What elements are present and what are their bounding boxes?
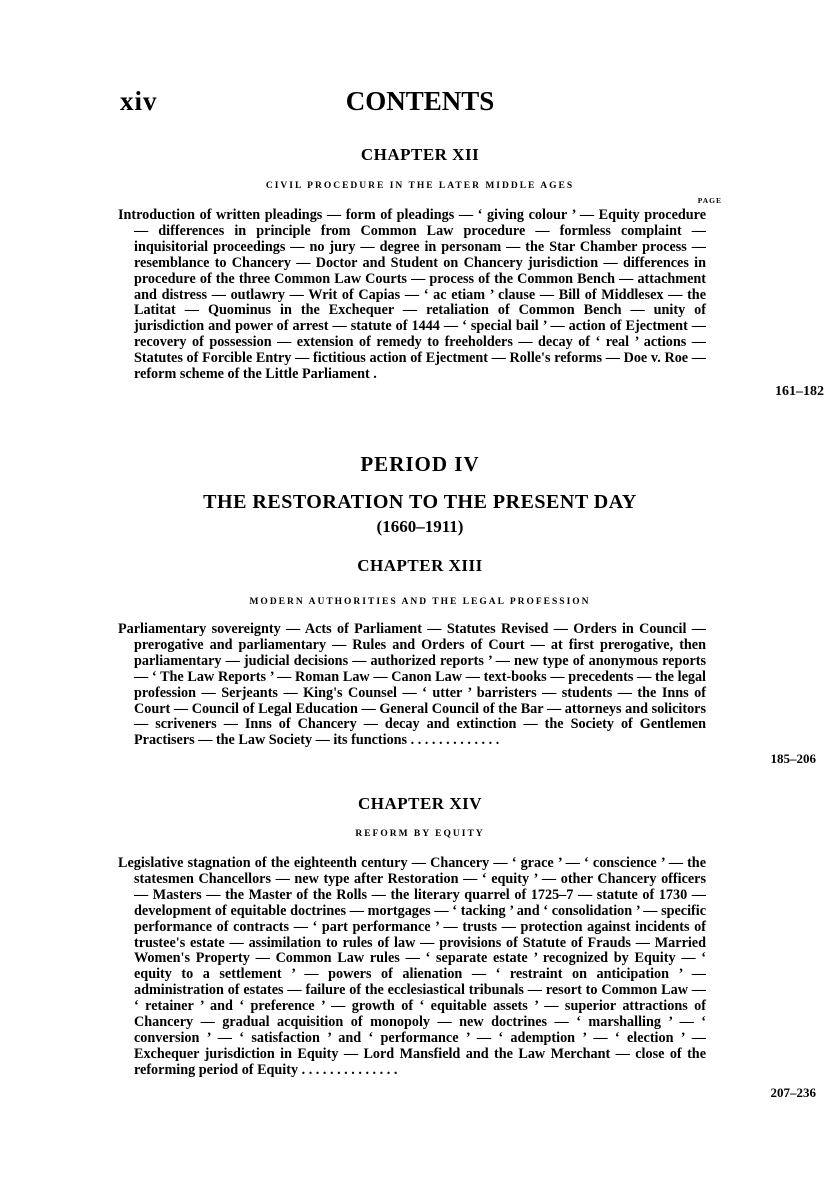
- chapter-14-summary: [118, 856, 706, 1079]
- chapter-14-pages: 207–236: [770, 1085, 816, 1100]
- running-head: CONTENTS: [345, 86, 495, 116]
- chapter-12-heading: CHAPTER XII: [360, 145, 480, 164]
- chapter-12-text: Introduction of written pleadings — form of pleadings — ‘ giving colour ’ — Equity procedure — differences in principle from Common Law procedure — formless complaint — inquisitorial proceedings — no jury — degree in personam — the Star Chamber process — resemblance to Chancery — Doctor and Student on Chancery jurisdiction — differences in procedure of the three Common Law Courts — process of the Common Bench — attachment and distress — outlawry — Writ of Capias — ‘ ac etiam ’ clause — Bill of Middlesex — the Latitat — Quominus in the Exchequer — retaliation of Common Bench — unity of jurisdiction and power of arrest — statute of 1444 — ‘ special bail ’ — action of Ejectment — recovery of possession — extension of remedy to freeholders — decay of ‘ real ’ actions — Statutes of Forcible Entry — fictitious action of Ejectment — Rolle's reforms — Doe v. Roe — reform scheme of the Little Parliament .: [118, 207, 706, 383]
- chapter-12-subtitle: CIVIL PROCEDURE IN THE LATER MIDDLE AGES: [265, 181, 575, 191]
- chapter-14-subtitle: REFORM BY EQUITY: [355, 829, 485, 839]
- chapter-12-summary: [118, 208, 706, 383]
- chapter-13-heading: CHAPTER XIII: [357, 556, 483, 575]
- period-title: PERIOD IV: [360, 452, 480, 476]
- chapter-14-heading: CHAPTER XIV: [357, 794, 483, 813]
- chapter-14-text: Legislative stagnation of the eighteenth century — Chancery — ‘ grace ’ — ‘ conscience ’ — the statesmen Chancellors — new type after Restoration — ‘ equity ’ — other Chancery officers — Masters — the Master of the Rolls — the literary quarrel of 1725–7 — statute of 1730 — development of equitable doctrines — mortgages — ‘ tacking ’ and ‘ consolidation ’ — specific performance of contracts — ‘ part performance ’ — trusts — protection against incidents of trustee's estate — assimilation to rules of law — provisions of Statute of Frauds — Married Women's Property — Common Law rules — ‘ separate estate ’ recognized by Equity — ‘ equity to a settlement ’ — powers of alienation — ‘ restraint on anticipation ’ — administration of estates — failure of the ecclesiastical tribunals — resort to Common Law — ‘ retainer ’ and ‘ preference ’ — growth of ‘ equitable assets ’ — superior attractions of Chancery — gradual acquisition of monopoly — new doctrines — ‘ marshalling ’ — ‘ conversion ’ — ‘ satisfaction ’ and ‘ performance ’ — ‘ ademption ’ — ‘ election ’ — Exchequer jurisdiction in Equity — Lord Mansfield and the Law Merchant — close of the reforming period of Equity . . . . . . . . . . . . . .: [118, 855, 706, 1078]
- page-folio: xiv: [120, 86, 158, 116]
- chapter-13-summary: [118, 622, 706, 749]
- period-subtitle: THE RESTORATION TO THE PRESENT DAY: [203, 491, 637, 513]
- page-column-label: PAGE: [697, 196, 722, 205]
- chapter-13-text: Parliamentary sovereignty — Acts of Parliament — Statutes Revised — Orders in Council — prerogative and parliamentary — Rules and Orders of Court — at first prerogative, then parliamentary — judicial decisions — authorized reports ’ — new type of anonymous reports — ‘ The Law Reports ’ — Roman Law — Canon Law — text-books — precedents — the legal profession — Serjeants — King's Counsel — ‘ utter ’ barristers — students — the Inns of Court — Council of Legal Education — General Council of the Bar — attorneys and solicitors — scriveners — Inns of Chancery — decay and extinction — the Society of Gentlemen Practisers — the Law Society — its functions . . . . . . . . . . . . .: [118, 621, 706, 749]
- chapter-13-subtitle: MODERN AUTHORITIES AND THE LEGAL PROFESSION: [249, 597, 591, 607]
- chapter-12-pages: 161–182: [775, 384, 824, 399]
- period-dates: (1660–1911): [376, 517, 464, 536]
- chapter-13-pages: 185–206: [770, 751, 816, 766]
